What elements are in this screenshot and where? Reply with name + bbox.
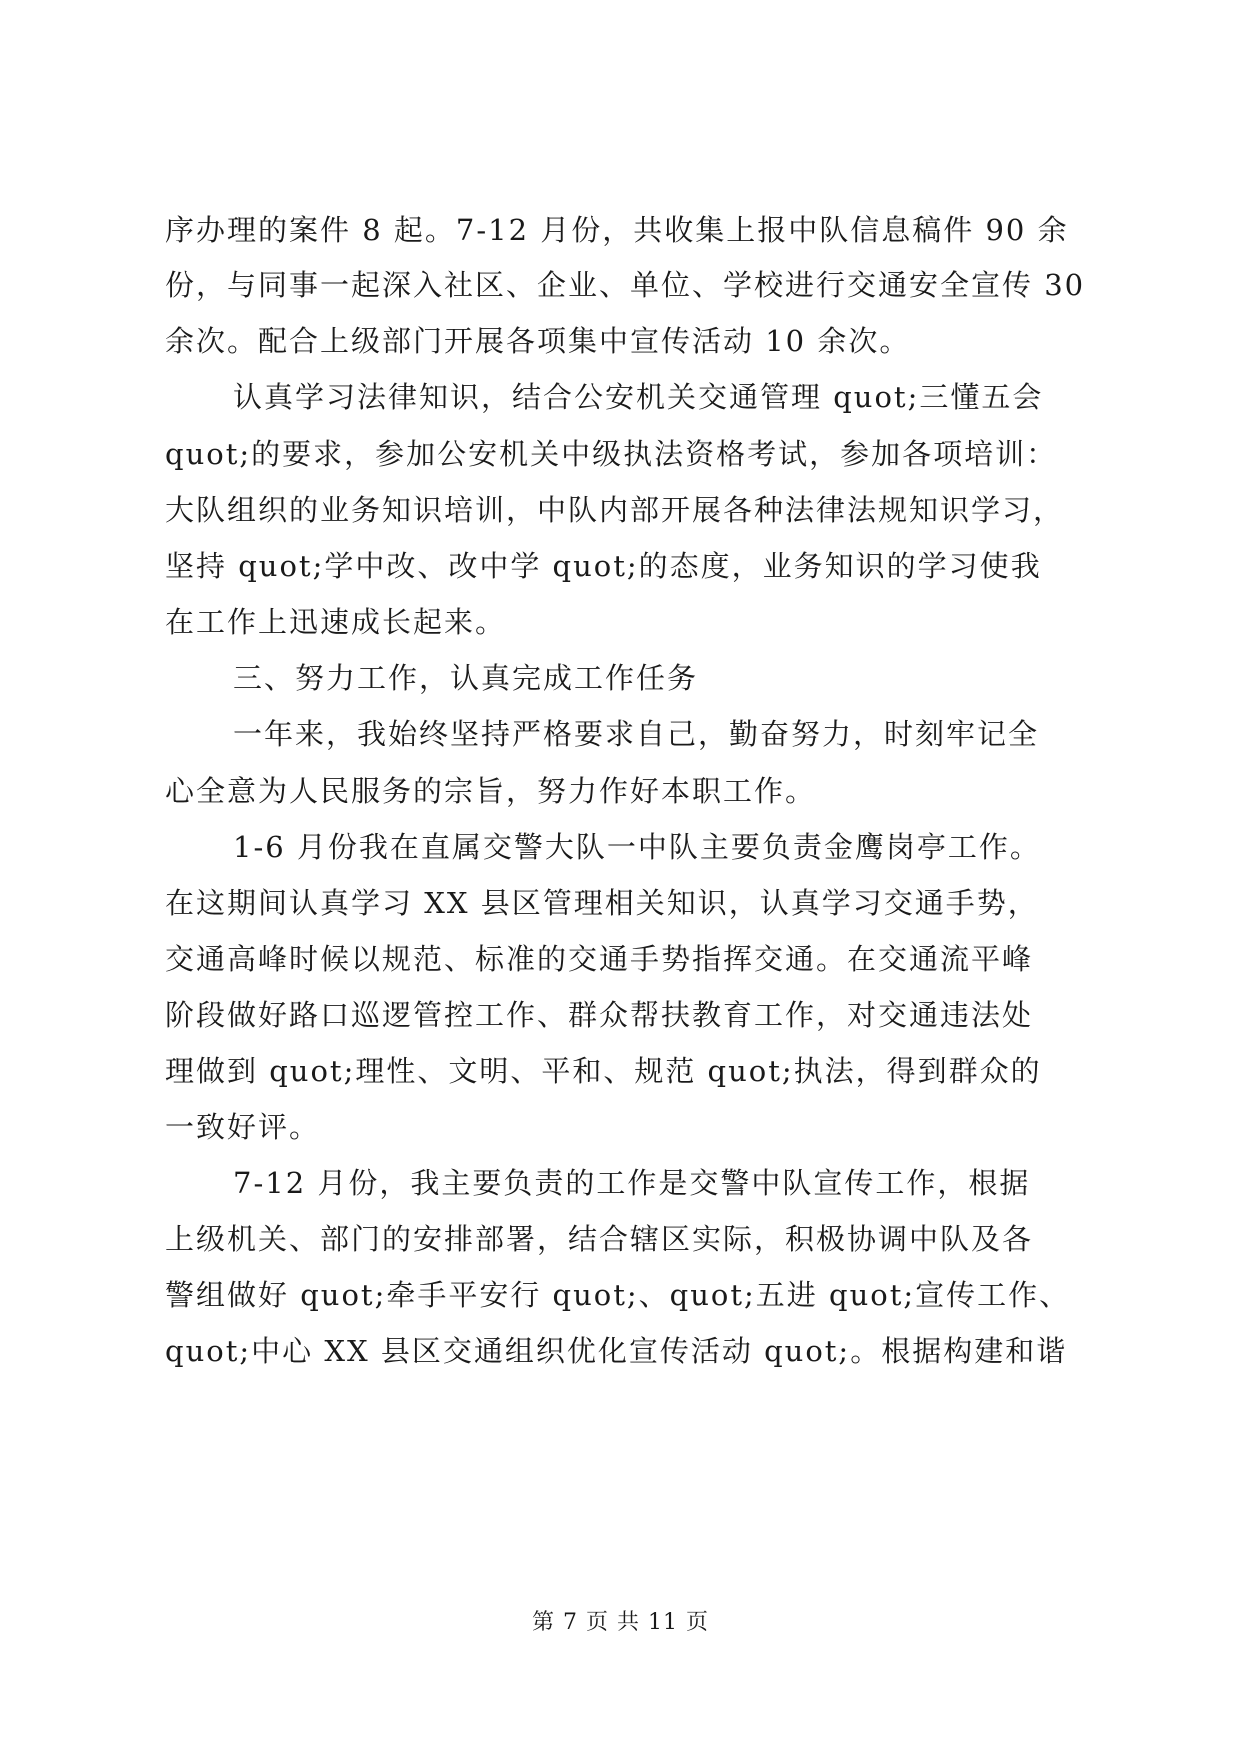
text-line: quot;中心 XX 县区交通组织优化宣传活动 quot;。根据构建和谐 — [165, 1334, 1068, 1368]
text-line: 坚持 quot;学中改、改中学 quot;的态度，业务知识的学习使我 — [165, 549, 1042, 583]
text-line: 阶段做好路口巡逻管控工作、群众帮扶教育工作，对交通违法处 — [165, 998, 1034, 1032]
text-line: 一致好评。 — [165, 1110, 321, 1144]
text-line: quot;的要求，参加公安机关中级执法资格考试，参加各项培训： — [165, 437, 1058, 471]
text-line: 警组做好 quot;牵手平安行 quot;、quot;五进 quot;宣传工作、 — [165, 1278, 1071, 1312]
text-line: 余次。配合上级部门开展各项集中宣传活动 10 余次。 — [165, 324, 911, 358]
text-line: 序办理的案件 8 起。7-12 月份，共收集上报中队信息稿件 90 余 — [165, 213, 1069, 247]
paragraph-first-line: 认真学习法律知识，结合公安机关交通管理 quot;三懂五会 — [233, 380, 1044, 414]
text-line: 交通高峰时候以规范、标准的交通手势指挥交通。在交通流平峰 — [165, 942, 1034, 976]
text-line: 理做到 quot;理性、文明、平和、规范 quot;执法，得到群众的 — [165, 1054, 1042, 1088]
text-line: 心全意为人民服务的宗旨，努力作好本职工作。 — [165, 774, 817, 808]
section-heading: 三、努力工作，认真完成工作任务 — [233, 661, 699, 695]
text-line: 在工作上迅速成长起来。 — [165, 605, 507, 639]
paragraph-first-line: 一年来，我始终坚持严格要求自己，勤奋努力，时刻牢记全 — [233, 717, 1040, 751]
text-line: 份，与同事一起深入社区、企业、单位、学校进行交通安全宣传 30 — [165, 268, 1086, 302]
page-footer: 第 7 页 共 11 页 — [532, 1610, 709, 1635]
paragraph-first-line: 1-6 月份我在直属交警大队一中队主要负责金鹰岗亭工作。 — [233, 830, 1041, 864]
text-line: 上级机关、部门的安排部署，结合辖区实际，积极协调中队及各 — [165, 1222, 1034, 1256]
text-line: 在这期间认真学习 XX 县区管理相关知识，认真学习交通手势， — [165, 886, 1039, 920]
paragraph-first-line: 7-12 月份，我主要负责的工作是交警中队宣传工作，根据 — [233, 1166, 1031, 1200]
text-line: 大队组织的业务知识培训，中队内部开展各种法律法规知识学习， — [165, 493, 1065, 527]
